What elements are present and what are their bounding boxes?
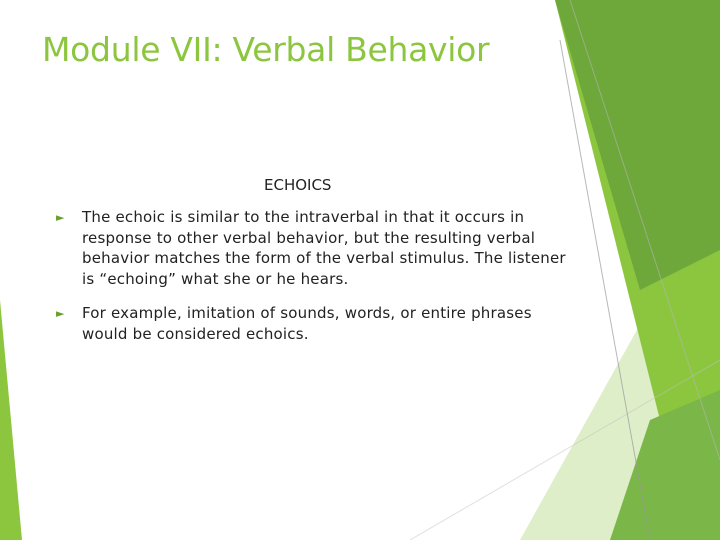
arrow-bullet-icon: ► bbox=[56, 211, 65, 224]
bullet-list bbox=[56, 207, 566, 358]
dark-green-facet bbox=[555, 0, 720, 290]
bullet-item bbox=[56, 303, 566, 344]
slide-title: Module VII: Verbal Behavior bbox=[42, 30, 490, 69]
bullet-text: The echoic is similar to the intraverbal in that it occurs in response to other verbal behavior, but the resulting verbal behavior matches the form of the verbal stimulus. The listener is “echoing” what she or he hears. bbox=[82, 208, 566, 288]
section-heading: ECHOICS bbox=[264, 176, 332, 194]
left-edge-triangle bbox=[0, 300, 22, 540]
arrow-bullet-icon: ► bbox=[56, 307, 65, 320]
bullet-text: For example, imitation of sounds, words, or entire phrases would be considered echoics. bbox=[82, 304, 532, 343]
bullet-item bbox=[56, 207, 566, 289]
